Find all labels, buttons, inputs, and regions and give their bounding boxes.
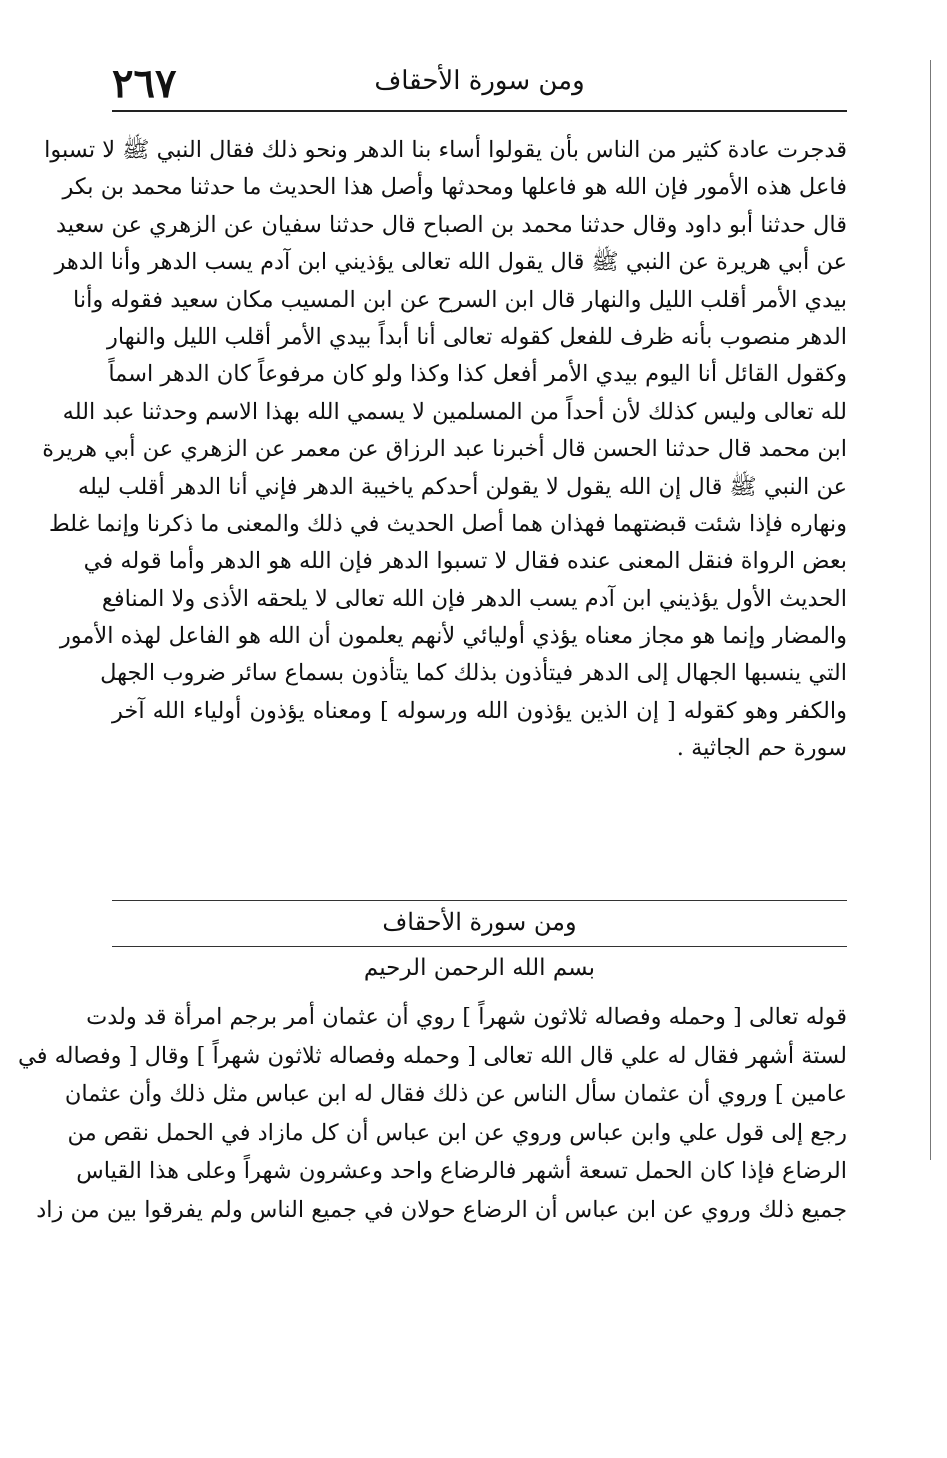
page-edge-line: [930, 60, 931, 1160]
text-line: بعض الرواة فنقل المعنى عنده فقال لا تسبوا الدهر فإن الله هو الدهر وأما قوله في: [83, 548, 847, 575]
page-header: [112, 58, 847, 108]
text-line: الحديث الأول يؤذيني ابن آدم يسب الدهر فإن الله تعالى لا يلحقه الأذى ولا المنافع: [101, 585, 847, 612]
text-line: عن النبي ﷺ قال إن الله يقول لا يقولن أحدكم ياخيبة الدهر فإني أنا الدهر أقلب ليله: [77, 473, 847, 500]
basmala: بسم الله الرحمن الرحيم: [363, 955, 596, 981]
section-ahqaf-text: [17, 998, 847, 1229]
text-line: جميع ذلك وروي عن ابن عباس أن الرضاع حولان في جميع الناس ولم يفرقوا بين من زاد: [36, 1196, 847, 1223]
text-line: قال حدثنا أبو داود وقال حدثنا محمد بن الصباح قال حدثنا سفيان عن الزهري عن سعيد: [56, 211, 847, 238]
running-head: ومن سورة الأحقاف: [374, 66, 585, 96]
section-jathiya-text: [42, 132, 847, 768]
section-rule-bottom: [112, 946, 847, 947]
text-line: لستة أشهر فقال له علي قال الله تعالى [ وحمله وفصاله ثلاثون شهراً ] وقال [ وفصاله في: [17, 1042, 847, 1069]
section-title: ومن سورة الأحقاف: [382, 908, 577, 936]
text-line: قوله تعالى [ وحمله وفصاله ثلاثون شهراً ] روي أن عثمان أمر برجم امرأة قد ولدت: [86, 1004, 847, 1030]
text-line: رجع إلى قول علي وابن عباس وروي عن ابن عباس أن كل مازاد في الحمل نقص من: [67, 1119, 847, 1146]
text-line: بيدي الأمر أقلب الليل والنهار قال ابن السرح عن ابن المسيب مكان سعيد فقوله وأنا: [73, 286, 847, 313]
page-number: ٢٦٧: [112, 60, 177, 107]
text-line: والكفر وهو كقوله [ إن الذين يؤذون الله ورسوله ] ومعناه يؤذون أولياء الله آخر: [112, 697, 847, 724]
text-line: فاعل هذه الأمور فإن الله هو فاعلها ومحدثها وأصل هذا الحديث ما حدثنا محمد بن بكر: [62, 174, 847, 201]
text-line: الرضاع فإذا كان الحمل تسعة أشهر فالرضاع واحد وعشرون شهراً وعلى هذا القياس: [76, 1158, 847, 1184]
text-line: لله تعالى وليس كذلك لأن أحداً من المسلمين لا يسمي الله بهذا الاسم وحدثنا عبد الله: [62, 398, 847, 425]
text-line: ونهاره فإذا شئت قبضتهما فهذان هما أصل الحديث في ذلك والمعنى ما ذكرنا وإنما غلط: [48, 510, 847, 537]
header-rule: [112, 110, 847, 112]
section-rule-top: [112, 900, 847, 901]
text-line: عن أبي هريرة عن النبي ﷺ قال يقول الله تعالى يؤذيني ابن آدم يسب الدهر وأنا الدهر: [54, 249, 847, 276]
text-line: عامين ] وروي أن عثمان سأل الناس عن ذلك فقال له ابن عباس مثل ذلك وأن عثمان: [64, 1081, 847, 1107]
text-line: قدجرت عادة كثير من الناس بأن يقولوا أساء بنا الدهر ونحو ذلك فقال النبي ﷺ لا تسبوا: [44, 137, 847, 163]
text-line: الدهر منصوب بأنه ظرف للفعل كقوله تعالى أنا أبداً بيدي الأمر أقلب الليل والنهار: [107, 323, 847, 350]
text-line-last: سورة حم الجاثية .: [676, 735, 847, 762]
text-line: التي ينسبها الجهال إلى الدهر فيتأذون بذلك كما يتأذون بسماع سائر ضروب الجهل: [100, 660, 847, 687]
text-line: وكقول القائل أنا اليوم بيدي الأمر أفعل كذا وكذا ولو كان مرفوعاً كان الدهر اسماً: [108, 361, 847, 388]
text-line: والمضار وإنما هو مجاز معناه يؤذي أوليائي لأنهم يعلمون أن الله هو الفاعل لهذه الأمور: [59, 623, 847, 650]
text-line: ابن محمد قال حدثنا الحسن قال أخبرنا عبد الرزاق عن معمر عن الزهري عن أبي هريرة: [42, 436, 847, 463]
